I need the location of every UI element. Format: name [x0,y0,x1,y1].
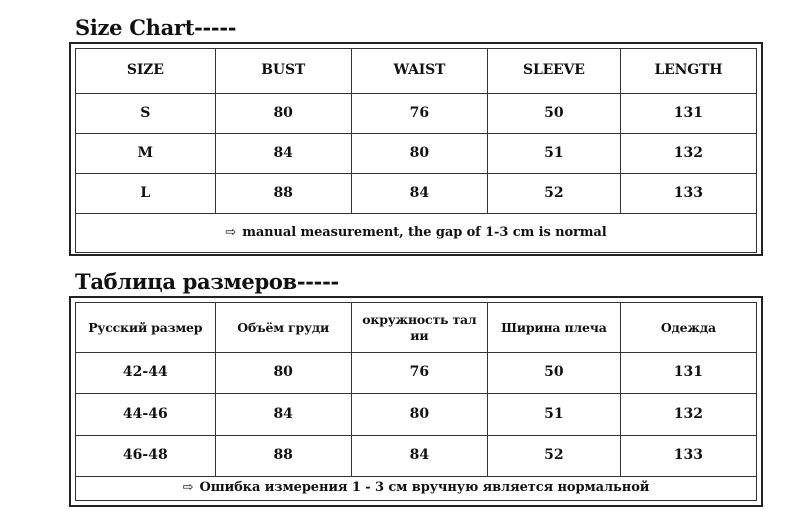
column-header-waist: WAIST [351,49,487,94]
column-header-size: SIZE [76,49,216,94]
table-cell: M [76,134,216,174]
size-chart-title: Size Chart----- [75,15,237,40]
measurement-note-ru-text: Ошибка измерения 1 - 3 см вручную является нормальной [199,480,650,496]
table-cell: 88 [215,174,351,214]
table-cell: 52 [487,435,620,476]
table-cell: 133 [620,435,756,476]
arrow-right-icon: ⇨ [225,224,237,240]
table-cell: 46-48 [76,435,216,476]
column-header-bust-ru: Объём груди [215,303,351,353]
table-cell: 84 [215,134,351,174]
size-chart-ru-title: Таблица размеров----- [75,269,339,294]
table-cell: 76 [351,353,487,394]
table-row [76,134,757,174]
table-row [76,174,757,214]
table-cell: 80 [351,134,487,174]
column-header-bust: BUST [215,49,351,94]
table-cell: 76 [351,94,487,134]
size-chart-ru-frame [69,296,763,507]
table-row [76,353,757,394]
table-cell: 42-44 [76,353,216,394]
table-cell: L [76,174,216,214]
table-cell: 132 [620,394,756,435]
size-chart-frame [69,42,763,256]
size-chart-table [75,48,757,253]
table-cell: 84 [351,435,487,476]
table-row [76,435,757,476]
table-header-row [76,303,757,353]
note-row [76,214,757,253]
table-cell: 131 [620,353,756,394]
column-header-size-ru: Русский размер [76,303,216,353]
table-cell: 51 [487,134,620,174]
table-cell: S [76,94,216,134]
table-cell: 131 [620,94,756,134]
column-header-length-ru: Одежда [620,303,756,353]
note-row [76,477,757,501]
table-cell: 84 [215,394,351,435]
column-header-sleeve: SLEEVE [487,49,620,94]
column-header-length: LENGTH [620,49,756,94]
table-cell: 84 [351,174,487,214]
table-cell: 50 [487,353,620,394]
measurement-note-ru [76,477,757,501]
table-header-row [76,49,757,94]
table-cell: 50 [487,94,620,134]
table-cell: 44-46 [76,394,216,435]
size-chart-ru-table [75,302,757,501]
measurement-note [76,214,757,253]
column-header-waist-ru: окружность тал ии [351,303,487,353]
table-cell: 88 [215,435,351,476]
table-cell: 51 [487,394,620,435]
table-cell: 52 [487,174,620,214]
table-cell: 80 [215,94,351,134]
table-cell: 80 [215,353,351,394]
table-cell: 133 [620,174,756,214]
table-row [76,94,757,134]
table-row [76,394,757,435]
measurement-note-text: manual measurement, the gap of 1-3 cm is normal [242,224,607,240]
table-cell: 132 [620,134,756,174]
column-header-shoulder-ru: Ширина плеча [487,303,620,353]
table-cell: 80 [351,394,487,435]
arrow-right-icon: ⇨ [182,480,194,496]
